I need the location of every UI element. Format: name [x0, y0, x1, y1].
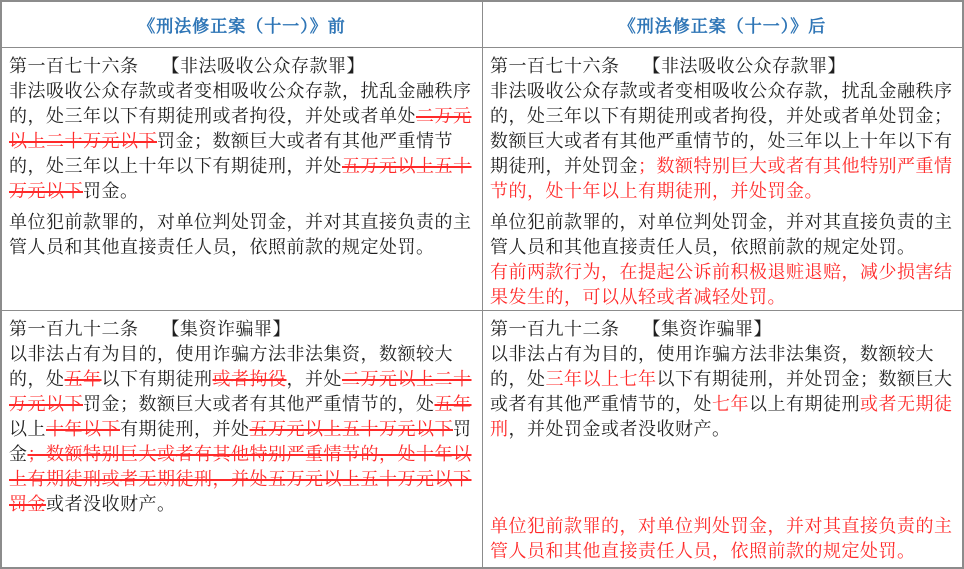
law-paragraph [490, 514, 956, 564]
deleted-text: 二万元以上二十万元以下 [9, 106, 472, 152]
text-segment: ，并处 [286, 369, 342, 390]
cell-article-176-after [483, 48, 962, 311]
text-segment: 单位犯前款罪的，对单位判处罚金，并对其直接负责的主管人员和其他直接责任人员，依照前款的规定处罚。 [9, 212, 472, 258]
law-paragraph [490, 260, 956, 310]
article-heading [9, 54, 476, 79]
text-segment: 非法吸收公众存款或者变相吸收公众存款，扰乱金融秩序的，处三年以下有期徒刑或者拘役，并处或者单处罚金；数额巨大或者有其他严重情节的，处三年以上十年以下有期徒刑，并处罚金 [490, 81, 953, 177]
deleted-text: 五万元以上五十万元以下 [9, 156, 472, 202]
cell-article-192-before [2, 311, 483, 567]
text-segment: 罚金；数额巨大或者有其他严重情节的，处 [83, 394, 435, 415]
law-paragraph [9, 210, 476, 260]
article-title: 【非法吸收公众存款罪】 [642, 56, 846, 77]
text-segment: 以下有期徒刑 [101, 369, 213, 390]
text-segment: 或者没收财产。 [46, 494, 176, 515]
deleted-text: 或者拘役 [212, 369, 287, 390]
deleted-text: 五年 [64, 369, 102, 390]
article-number: 第一百七十六条 [9, 56, 139, 77]
text-segment: 以非法占有为目的，使用诈骗方法非法集资，数额较大的，处 [9, 344, 453, 390]
text-segment: ，并处罚金或者没收财产。 [508, 419, 731, 440]
text-segment: 罚金。 [83, 181, 139, 202]
text-segment: 非法吸收公众存款或者变相吸收公众存款，扰乱金融秩序的，处三年以下有期徒刑或者拘役，并处或者单处 [9, 81, 472, 127]
deleted-text: 五年 [434, 394, 472, 415]
law-paragraph [490, 210, 956, 260]
text-segment: 单位犯前款罪的，对单位判处罚金，并对其直接负责的主管人员和其他直接责任人员，依照前款的规定处罚。 [490, 212, 953, 258]
added-text: 单位犯前款罪的，对单位判处罚金，并对其直接负责的主管人员和其他直接责任人员，依照前款的规定处罚。 [490, 516, 953, 562]
law-paragraph [490, 79, 956, 204]
text-segment: 以上 [9, 419, 46, 440]
law-paragraph [490, 342, 956, 442]
law-paragraph [9, 342, 476, 517]
text-segment: 以非法占有为目的，使用诈骗方法非法集资，数额较大的，处 [490, 344, 934, 390]
article-heading [490, 54, 956, 79]
added-text: ；数额特别巨大或者有其他特别严重情节的，处十年以上有期徒刑，并处罚金。 [490, 156, 953, 202]
added-text: 七年 [712, 394, 749, 415]
article-heading [9, 317, 476, 342]
cell-article-192-after [483, 311, 962, 567]
deleted-text: 二万元以上二十万元以下 [9, 369, 472, 415]
deleted-text: 五万元以上五十万元以下 [249, 419, 453, 440]
added-text: 或者无期徒刑 [490, 394, 953, 440]
column-header-before: 《刑法修正案（十一）》前 [2, 2, 483, 48]
deleted-text: 十年以下 [46, 419, 120, 440]
article-heading [490, 317, 956, 342]
article-number: 第一百七十六条 [490, 56, 620, 77]
article-title: 【非法吸收公众存款罪】 [161, 56, 365, 77]
cell-article-176-before [2, 48, 483, 311]
text-segment: 罚金 [9, 419, 472, 465]
text-segment: 以下有期徒刑，并处罚金；数额巨大或者有其他严重情节的，处 [490, 369, 953, 415]
law-paragraph [9, 79, 476, 204]
added-text: 有前两款行为，在提起公诉前积极退赃退赔，减少损害结果发生的，可以从轻或者减轻处罚。 [490, 262, 953, 308]
added-text: 三年以上七年 [545, 369, 657, 390]
text-segment: 罚金；数额巨大或者有其他严重情节的，处三年以上十年以下有期徒刑，并处 [9, 131, 453, 177]
article-number: 第一百九十二条 [490, 319, 620, 340]
text-segment: 以上有期徒刑 [749, 394, 860, 415]
column-header-after: 《刑法修正案（十一）》后 [483, 2, 962, 48]
article-number: 第一百九十二条 [9, 319, 139, 340]
article-title: 【集资诈骗罪】 [161, 319, 291, 340]
deleted-text: ；数额特别巨大或者有其他特别严重情节的，处十年以上有期徒刑或者无期徒刑，并处五万元以上五十万元以下罚金 [9, 444, 472, 515]
article-title: 【集资诈骗罪】 [642, 319, 772, 340]
text-segment: 有期徒刑，并处 [120, 419, 250, 440]
